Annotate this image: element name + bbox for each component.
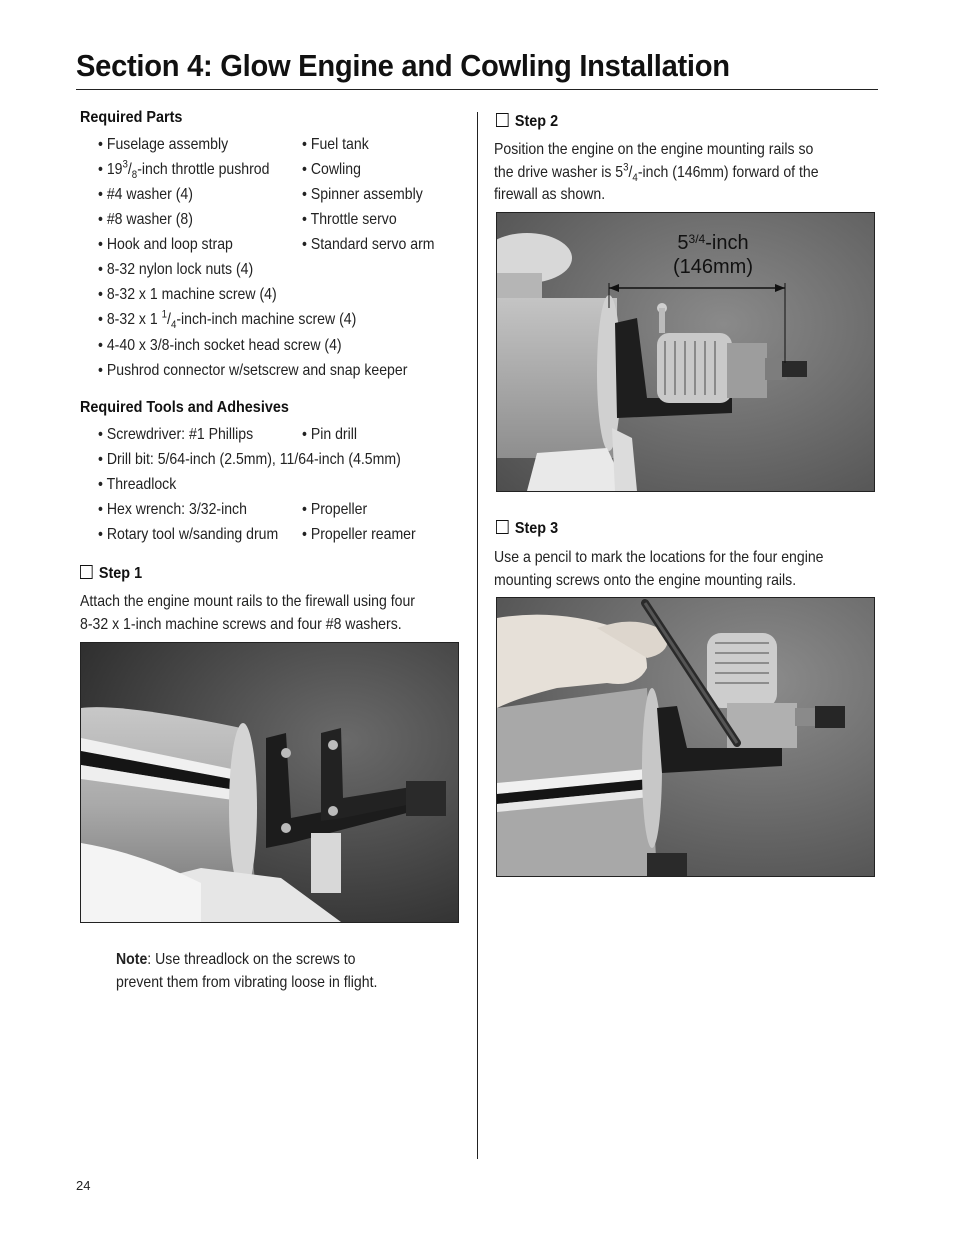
list-item: • #4 washer (4) — [98, 186, 193, 203]
note-text: Note: Use threadlock on the screws to prevent them from vibrating loose in flight. — [116, 951, 378, 991]
list-item: • Throttle servo — [302, 211, 397, 228]
title-rule — [76, 89, 878, 90]
list-item: • Hex wrench: 3/32-inch — [98, 501, 247, 518]
step2-photo — [496, 212, 875, 492]
list-item: • 8-32 x 1 machine screw (4) — [98, 286, 277, 303]
list-item: • Pushrod connector w/setscrew and snap keeper — [98, 362, 408, 379]
list-item: • Propeller reamer — [302, 526, 416, 543]
list-item: • Propeller — [302, 501, 368, 518]
list-item: • Pin drill — [302, 426, 358, 443]
step1-photo — [80, 642, 459, 923]
step1-heading: Step 1 — [80, 565, 142, 583]
list-item: • Screwdriver: #1 Phillips — [98, 426, 254, 443]
list-item: • #8 washer (8) — [98, 211, 193, 228]
list-item: • Cowling — [302, 161, 361, 178]
required-tools-heading: Required Tools and Adhesives — [80, 399, 289, 416]
page-number: 24 — [76, 1178, 91, 1193]
list-item: • $19^3/_8$-inch throttle pushrod — [98, 158, 270, 182]
list-item: • 8-32 nylon lock nuts (4) — [98, 261, 254, 278]
step3-photo — [496, 597, 875, 877]
step1-text: Attach the engine mount rails to the firewall using four 8-32 x 1-inch machine screws and four #8 washers. — [80, 593, 415, 633]
list-item: • Spinner assembly — [302, 186, 423, 203]
list-item: • Threadlock — [98, 476, 177, 493]
step3-text: Use a pencil to mark the locations for the four engine mounting screws onto the engine mounting rails. — [494, 549, 824, 589]
step2-text: Position the engine on the engine mounting rails so the drive washer is $5^3/_4$-inch (146mm) forward of the firewall as shown. — [494, 141, 819, 203]
list-item: • Fuselage assembly — [98, 136, 229, 153]
list-item: • Rotary tool w/sanding drum — [98, 526, 279, 543]
list-item: • Hook and loop strap — [98, 236, 233, 253]
list-item: • Standard servo arm — [302, 236, 435, 253]
page-title: Section 4: Glow Engine and Cowling Installation — [76, 48, 730, 83]
list-item: • Fuel tank — [302, 136, 369, 153]
list-item: • 8-32 x 1 $^1/_4-inch$-inch machine screw (4) — [98, 308, 357, 332]
checkbox-icon — [496, 520, 509, 534]
column-divider — [477, 112, 478, 1159]
measurement-label: $5^{3/4}$-inch (146mm) — [672, 232, 753, 278]
list-item: • 4-40 x 3/8-inch socket head screw (4) — [98, 337, 342, 354]
list-item: • Drill bit: 5/64-inch (2.5mm), 11/64-inch (4.5mm) — [98, 451, 401, 468]
checkbox-icon — [80, 565, 93, 579]
step2-heading: Step 2 — [496, 113, 558, 131]
step3-heading: Step 3 — [496, 520, 558, 538]
required-parts-heading: Required Parts — [80, 109, 183, 126]
checkbox-icon — [496, 113, 509, 127]
